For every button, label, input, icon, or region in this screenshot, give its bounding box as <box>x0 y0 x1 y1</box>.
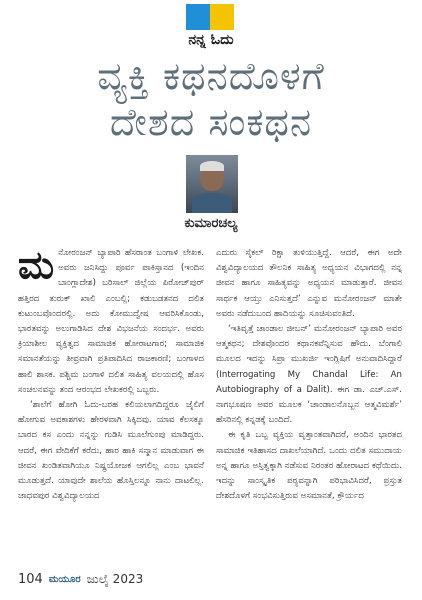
section-label: ನನ್ನ ಓದು <box>188 32 234 48</box>
logo-block-blue <box>186 4 210 30</box>
left-paragraph-1-text: ನೋರಂಜನ್ ಬ್ಯಾಪಾರಿ ಹೆಸರಾಂತ ಬಂಗಾಳಿ ಲೇಖಕ. ಅವರು ಜನಿಸಿದ್ದು ಪೂರ್ವ ಪಾಕಿಸ್ತಾನದ (ಇಂದಿನ ಬಾಂಗ್ಲಾದೇಶ) ಬರಿಸಾಲ್ ಜಿಲ್ಲೆಯ ಪಿರೋಜ್‌ಪುರ್ ಹತ್ತಿರದ ತುರುಕ್ ಖಾಲಿ ಎಂಬಲ್ಲಿ; ಕಡುಬಡತನದ ದಲಿತ ಕುಟುಂಬವೊಂದರಲ್ಲಿ. ಅದು ಕೋಮುದ್ವೇಷ ಆವರಿಸಿಕೊಂಡು, ಭಾರತವನ್ನು ಅಲುಗಾಡಿಸಿದ ದೇಶ ವಿಭಜನೆಯ ಸಂದರ್ಭ. ಅವರು ಕ್ರಿಯಾಶೀಲ ವ್ಯಕ್ತಿತ್ವದ ಸಾಮಾಜಿಕ ಹೋರಾಟಗಾರ; ಸಾಮಾಜಿಕ ಸಮಾನತೆಯನ್ನು ತೀವ್ರವಾಗಿ ಪ್ರತಿಪಾದಿಸಿದ ರಾಜಕಾರಣಿ; ಬಂಗಾಳದ ಹಾಲಿ ಶಾಸಕ. ಪಶ್ಚಿಮ ಬಂಗಾಳಿ ದಲಿತ ಸಾಹಿತ್ಯ ವಲಯದಲ್ಲಿ ಹೊಸ ಸಂಚಲನವನ್ನು ತಂದ ಆರಂಭದ ಲೇಖಕರಲ್ಲಿ ಒಬ್ಬರು. <box>18 248 204 395</box>
page-number: 104 <box>18 572 43 587</box>
right-paragraph-1: ಎದುರು ಸೈಕಲ್ ರಿಕ್ಷಾ ತುಳಿಯುತ್ತಿದ್ದೆ. ಆದರೆ, ಈಗ ಅದೇ ವಿಶ್ವವಿದ್ಯಾಲಯದ ತೌಲನಿಕ ಸಾಹಿತ್ಯ ಅಧ್ಯಯನ ವಿಭಾಗದಲ್ಲಿ ನನ್ನ ಜೀವನ ಹಾಗೂ ಸಾಹಿತ್ಯವನ್ನು ಅಧ್ಯಯನ ಮಾಡುತ್ತಾರೆ. ಜೀವನ ಸಾರ್ಥಕ ಆಯ್ತು ಎನಿಸುತ್ತದೆ’ ಎನ್ನುವ ಮನೋರಂಜನ್ ಮಾತೇ ಅವರು ನಡೆದುಬಂದ ಹಾದಿಯನ್ನು ಸೂಚಿಸುವಂತಿದೆ. <box>216 248 402 319</box>
magazine-logo <box>186 4 234 30</box>
author-photo-body <box>192 193 232 213</box>
drop-cap: ಮ <box>18 243 55 287</box>
article-title-line1: ವ್ಯಕ್ತಿ ಕಥನದೊಳಗೆ <box>97 54 325 98</box>
author-photo-hair <box>200 161 224 171</box>
left-paragraph-2: ‘ಶಾಲೆಗೆ ಹೋಗಿ ಓದು-ಬರಹ ಕಲಿಯಲಾಗದಿದ್ದರೂ ಜೈಲಿಗೆ ಹೋಗುವ ಅವಕಾಶಗಳು ಹೇರಳವಾಗಿ ಸಿಕ್ಕಿದವು. ಯಾವ ಕೆಲಸಕ್ಕೂ ಬಾರದ ಕಸ ಎಂದು ನನ್ನನ್ನು ಗುಡಿಸಿ ಮೂಲೆಗುಂಪು ಮಾಡಿದ್ದರು. ಆದರೆ, ಈಗ ವೇದಿಕೆಗೆ ಕರೆದು, ಹಾರ ಹಾಕಿ ಸನ್ಮಾನ ಮಾಡುವಾಗ ಈ ಜೀವನ ಖಂಡಿತವಾಗಿಯೂ ನಿಷ್ಪ್ರಯೋಜಕ ಆಗಲಿಲ್ಲ ಎಂಬ ಭಾವನೆ ಮೂಡುತ್ತದೆ. ಯಾವುದೇ ಶಾಲೆಯ ಹೊಸ್ತಿಲನ್ನೂ ನಾನು ದಾಟಲಿಲ್ಲ. ಜಾಧವಪುರ ವಿಶ್ವವಿದ್ಯಾಲಯದ <box>18 400 204 502</box>
author-name: ಕುಮಾರಚಲ್ಯ <box>184 216 238 231</box>
right-paragraph-2: ‘ಇತಿವೃತ್ತೆ ಚಾಂಡಾಲ ಜೀಬನ್’ ಮನೋರಂಜನ್ ಬ್ಯಾಪಾರಿ ಅವರ ಆತ್ಮಕಥನ; ದೇಶವೊಂದರ ಕಥಾನಕವೆನ್ನಿಸುವ ಹೌದು. ಬೆಂಗಾಲಿ ಮೂಲದ ಇದನ್ನು ಸಿಪ್ರಾ ಮುಖರ್ಜಿ ಇಂಗ್ಲಿಷಿಗೆ ಅನುವಾದಿಸಿದ್ದಾರೆ (Interrogating My Chandal Life: An Autobiography of a Dalit). ಈಗ ಡಾ. ಎಚ್.ಎಸ್. ನಾಗಭೂಷಣ ಅವರ ಮೂಲಕ ‘ಚಾಂಡಾಲನೊಬ್ಬನ ಆತ್ಮವಿಮರ್ಶೆ’ ಹೆಸರಿನಲ್ಲಿ ಕನ್ನಡಕ್ಕೆ ಬಂದಿದೆ. <box>216 324 402 426</box>
magazine-name: ಮಯೂರ <box>48 574 81 585</box>
right-column <box>216 246 402 504</box>
issue-date: ಜುಲೈ 2023 <box>86 572 144 586</box>
left-column <box>18 243 204 504</box>
left-paragraph-1 <box>18 243 204 398</box>
article-title-line2: ದೇಶದ ಸಂಕಥನ <box>109 100 313 144</box>
logo-block-yellow <box>210 4 234 30</box>
page-footer <box>18 572 143 587</box>
author-photo <box>186 155 238 213</box>
right-paragraph-3: ಈ ಕೃತಿ ಒಬ್ಬ ವ್ಯಕ್ತಿಯ ವೃತ್ತಾಂತವಾಗಿದರೆ, ಅಂದಿನ ಭಾರತದ ಸಾಮಾಜಿಕ ಇತಿಹಾಸದ ದಾಖಲೆಯಾಗಿದೆ. ಒಂದು ದಲಿತ ಸಮುದಾಯ ಅನ್ನ ಹಾಗೂ ಅಸ್ತಿತ್ವಕ್ಕಾಗಿ ನಡೆಸುವ ನಿರಂತರ ಹೋರಾಟದ ಕಥೆಯಿದು. ಇದನ್ನು ಸಾಂಸ್ಕೃತಿಕ ಪಠ್ಯವನ್ನಾಗಿ ಪರಿಭಾವಿಸಿದರೆ, ಪ್ರಸ್ತುತ ದೇಶದೊಳಗೆ ಸಂಭವಿಸುತ್ತಿರುವ ಅಸಮಾನತೆ, ಕ್ರೌರ್ಯದ <box>216 430 402 502</box>
